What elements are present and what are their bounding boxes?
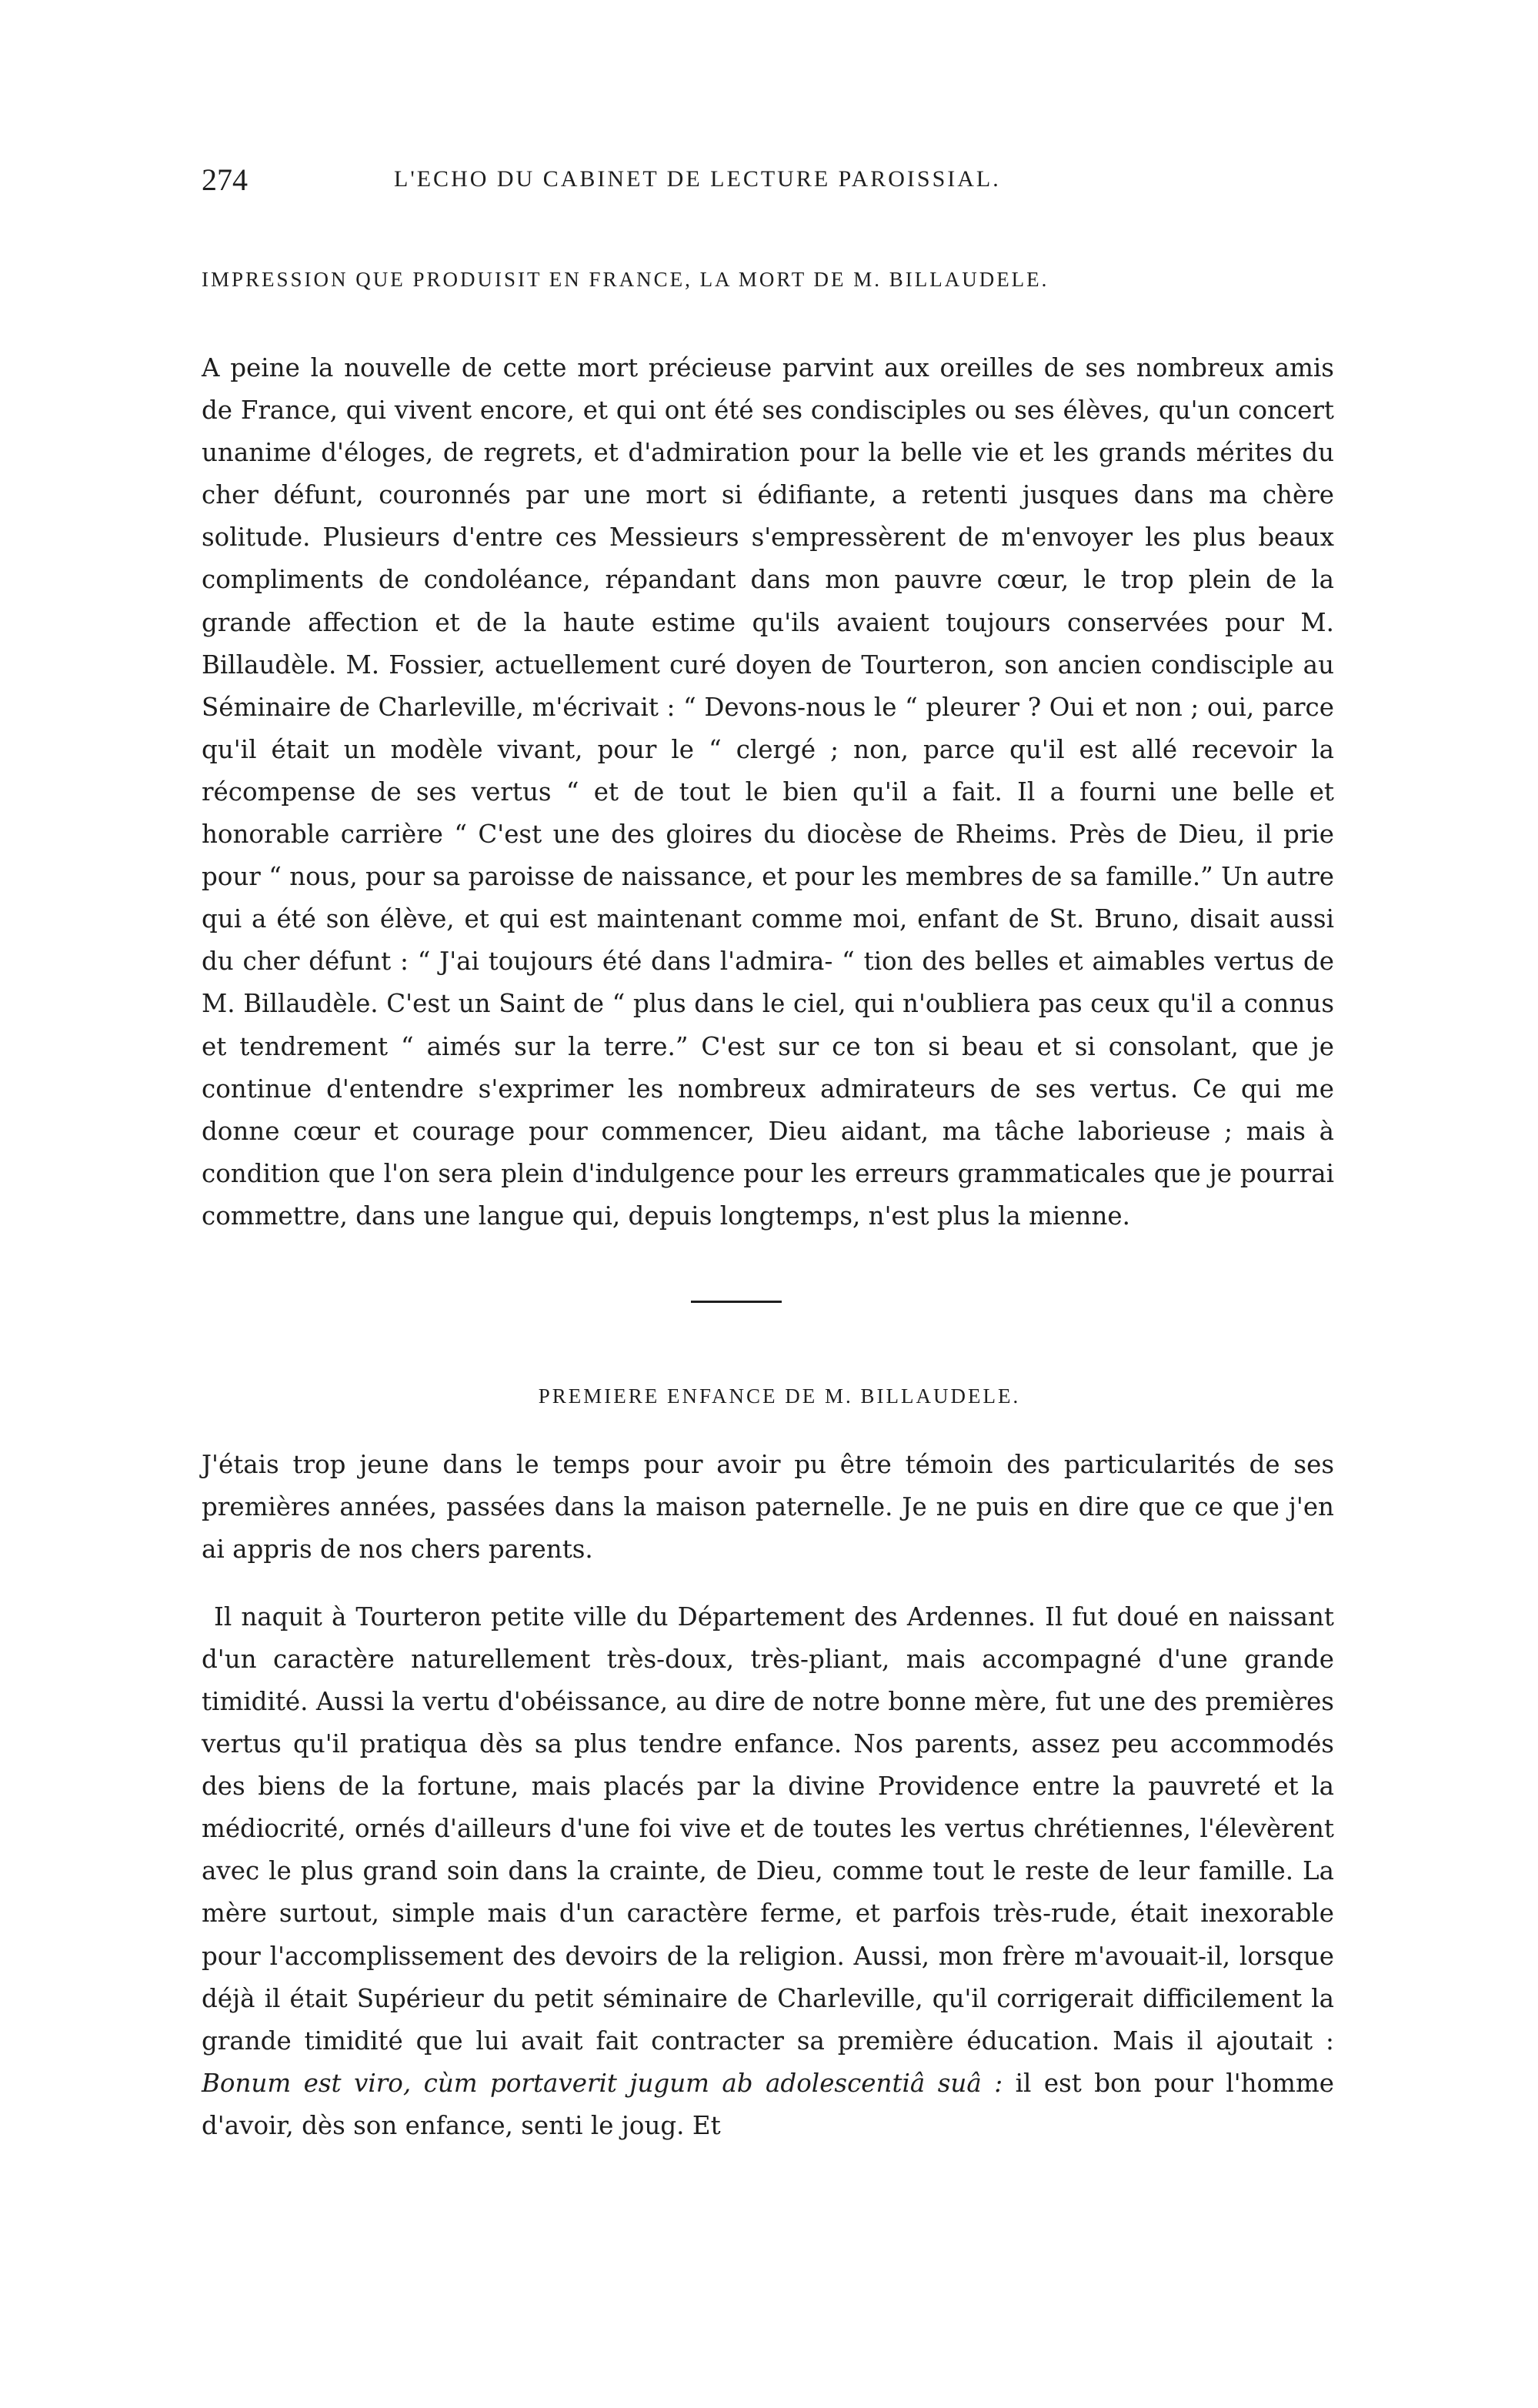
section-divider (691, 1301, 782, 1303)
latin-quotation: Bonum est viro, cùm portaverit jugum ab adolescentiâ suâ : (202, 2068, 1003, 2098)
running-head (202, 162, 1334, 205)
page-number: 274 (202, 162, 248, 197)
paragraph-premiere-enfance-2 (202, 1596, 1334, 2147)
running-title: L'ECHO DU CABINET DE LECTURE PAROISSIAL. (394, 166, 1001, 192)
paragraph-premiere-enfance-1: J'étais trop jeune dans le temps pour avoir pu être témoin des particularités de ses premières années, passées dans la maison paternelle. Je ne puis en dire que ce que j'en ai appris de nos chers parents. (202, 1449, 1334, 1565)
book-page (202, 162, 1334, 2172)
section-heading-impression: IMPRESSION QUE PRODUISIT EN FRANCE, LA MORT DE M. BILLAUDELE. (202, 268, 1049, 291)
paragraph-impression: A peine la nouvelle de cette mort précieuse parvint aux oreilles de ses nombreux amis de France, qui vivent encore, et qui ont été ses condisciples ou ses élèves, qu'un concert unanime d'éloges, de regrets, et d'admiration pour la belle vie et les grands mérites du cher défunt, couronnés par une mort si édifiante, a retenti jusques dans ma chère solitude. Plusieurs d'entre ces Messieurs s'empressèrent de m'envoyer les plus beaux compliments de condoléance, répandant dans mon pauvre cœur, le trop plein de la grande affection et de la haute estime qu'ils avaient toujours conservées pour M. Billaudèle. M. Fossier, actuellement curé doyen de Tourteron, son ancien condisciple au Séminaire de Charleville, m'écrivait : “ Devons-nous le “ pleurer ? Oui et non ; oui, parce qu'il était un modèle vivant, pour le “ clergé ; non, parce qu'il est allé recevoir la récompense de ses vertus “ et de tout le bien qu'il a fait. Il a fourni une belle et honorable carrière “ C'est une des gloires du diocèse de Rheims. Près de Dieu, il prie pour “ nous, pour sa paroisse de naissance, et pour les membres de sa famille.” Un autre qui a été son élève, et qui est maintenant comme moi, enfant de St. Bruno, disait aussi du cher défunt : “ J'ai toujours été dans l'admira- “ tion des belles et aimables vertus de M. Billaudèle. C'est un Saint de “ plus dans le ciel, qui n'oubliera pas ceux qu'il a connus et tendrement “ aimés sur la terre.” C'est sur ce ton si beau et si consolant, que je continue d'entendre s'exprimer les nombreux admirateurs de ses vertus. Ce qui me donne cœur et courage pour commencer, Dieu aidant, ma tâche laborieuse ; mais à condition que l'on sera plein d'indulgence pour les erreurs grammaticales que je pourrai commettre, dans une langue qui, depuis longtemps, n'est plus la mienne. (202, 353, 1334, 1231)
paragraph-text-end: il est bon pour l'homme d'avoir, dès son enfance, senti le joug. Et (202, 2068, 1335, 2140)
paragraph-text-start: Il naquit à Tourteron petite ville du Département des Ardennes. Il fut doué en naissant d'un caractère naturellement très-doux, très-pliant, mais accompagné d'une grande timidité. Aussi la vertu d'obéissance, au dire de notre bonne mère, fut une des premières vertus qu'il pratiqua dès sa plus tendre enfance. Nos parents, assez peu accommodés des biens de la fortune, mais placés par la divine Providence entre la pauvreté et la médiocrité, ornés d'ailleurs d'une foi vive et de toutes les vertus chrétiennes, l'élevèrent avec le plus grand soin dans la crainte, de Dieu, comme tout le reste de leur famille. La mère surtout, simple mais d'un caractère ferme, et parfois très-rude, était inexorable pour l'accomplissement des devoirs de la religion. Aussi, mon frère m'avouait-il, lorsque déjà il était Supérieur du petit séminaire de Charleville, qu'il corrigerait difficilement la grande timidité que lui avait fait contracter sa première éducation. Mais il ajoutait : (202, 1601, 1334, 2056)
section-heading-premiere-enfance: PREMIERE ENFANCE DE M. BILLAUDELE. (538, 1384, 1021, 1408)
